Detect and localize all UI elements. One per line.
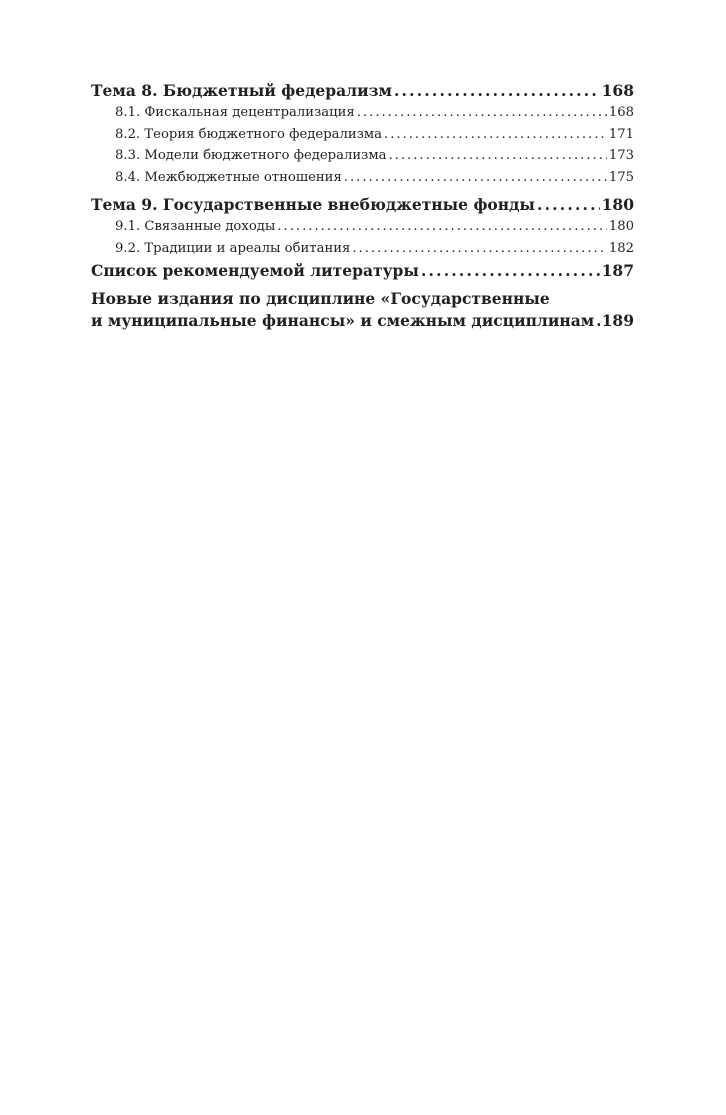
- toc-subentry-8-3[interactable]: [91, 145, 634, 167]
- toc-subentry-title: 9.1. Связанные доходы: [115, 219, 276, 234]
- toc-subentry-title: 8.4. Межбюджетные отношения: [115, 169, 342, 185]
- dot-leader: [596, 310, 599, 332]
- toc-subentry-page: 180: [608, 219, 634, 234]
- dot-leader: [537, 194, 600, 216]
- toc-entry-page: 180: [601, 195, 634, 214]
- toc-entry-topic-9[interactable]: [91, 194, 634, 216]
- dot-leader: [277, 216, 606, 238]
- dot-leader: [384, 124, 607, 146]
- toc-entry-title-line-2: и муниципальные финансы» и смежным дисциплинам: [91, 311, 595, 330]
- toc-subentry-9-1[interactable]: [91, 216, 634, 238]
- dot-leader: [352, 238, 606, 260]
- toc-subentry-page: 171: [608, 126, 634, 142]
- toc-subentry-page: 173: [608, 148, 634, 163]
- toc-entry-page: 189: [601, 311, 634, 330]
- dot-leader: [344, 167, 607, 189]
- toc-entry-literature[interactable]: [91, 260, 634, 282]
- toc-subentry-page: 168: [608, 105, 634, 120]
- toc-subentry-9-2[interactable]: [91, 238, 634, 260]
- toc-entry-title: Список рекомендуемой литературы: [91, 261, 419, 280]
- toc-entry-new-editions[interactable]: [91, 288, 634, 332]
- toc-subentry-title: 9.2. Традиции и ареалы обитания: [115, 240, 351, 256]
- toc-subentry-8-4[interactable]: [91, 167, 634, 189]
- dot-leader: [388, 145, 606, 167]
- toc-subentry-title: 8.1. Фискальная децентрализация: [115, 105, 355, 120]
- toc-subentry-title: 8.2. Теория бюджетного федерализма: [115, 126, 383, 142]
- dot-leader: [394, 80, 600, 102]
- toc-entry-title-line-1: Новые издания по дисциплине «Государственные: [91, 289, 550, 308]
- table-of-contents: [91, 80, 634, 332]
- toc-entry-topic-8[interactable]: [91, 80, 634, 102]
- toc-subentry-page: 175: [608, 169, 634, 185]
- toc-entry-title: Тема 8. Бюджетный федерализм: [91, 81, 392, 100]
- toc-subentry-8-1[interactable]: [91, 102, 634, 124]
- dot-leader: [421, 260, 600, 282]
- toc-subentry-8-2[interactable]: [91, 124, 634, 146]
- toc-entry-title: Тема 9. Государственные внебюджетные фонды: [91, 195, 535, 214]
- toc-subentry-page: 182: [608, 240, 634, 256]
- dot-leader: [357, 102, 607, 124]
- toc-entry-page: 168: [601, 81, 634, 100]
- toc-entry-page: 187: [601, 261, 634, 280]
- toc-subentry-title: 8.3. Модели бюджетного федерализма: [115, 148, 387, 163]
